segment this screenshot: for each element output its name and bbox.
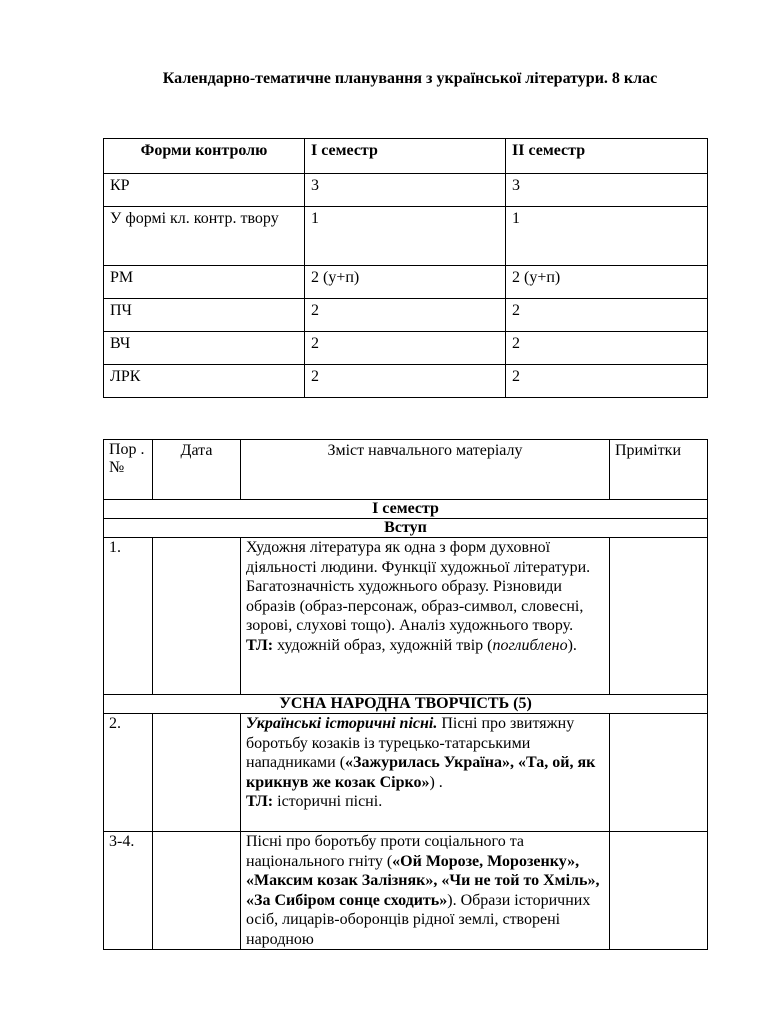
table-row bbox=[104, 538, 708, 695]
tl-italic: поглиблено bbox=[492, 636, 568, 654]
lesson-number: 1. bbox=[104, 538, 153, 695]
sem1-cell: 1 bbox=[305, 207, 506, 266]
sem1-cell: 2 bbox=[305, 365, 506, 398]
sem2-cell: 2 bbox=[506, 365, 708, 398]
content-text: Пісні про звитяжну боротьбу козаків із турецько-татарськими нападниками ( bbox=[246, 715, 575, 771]
content-text-2: ) . bbox=[429, 773, 443, 791]
form-cell: ЛРК bbox=[104, 365, 305, 398]
header-date: Дата bbox=[153, 440, 241, 500]
sem1-cell: 2 bbox=[305, 299, 506, 332]
table-row bbox=[104, 832, 708, 950]
section-row bbox=[104, 500, 708, 519]
sem2-cell: 3 bbox=[506, 174, 708, 207]
form-cell: КР bbox=[104, 174, 305, 207]
header-semester-1: І семестр bbox=[305, 139, 506, 174]
form-cell: У формі кл. контр. твору bbox=[104, 207, 305, 266]
content-text-2: ). Образи історичних осіб, лицарів-оборонців рідної землі, створені народною bbox=[246, 891, 591, 948]
table-row bbox=[104, 299, 708, 332]
lesson-notes bbox=[610, 832, 708, 950]
tl-end: ). bbox=[567, 636, 577, 654]
table-row bbox=[104, 174, 708, 207]
semester-heading: І семестр bbox=[104, 500, 708, 519]
form-cell: ВЧ bbox=[104, 332, 305, 365]
tl-label: ТЛ: bbox=[246, 793, 274, 810]
sem1-cell: 2 (у+п) bbox=[305, 266, 506, 299]
sem2-cell: 2 bbox=[506, 332, 708, 365]
lesson-date bbox=[153, 538, 241, 695]
header-semester-2: ІІ семестр bbox=[506, 139, 708, 174]
lesson-content bbox=[241, 714, 610, 832]
lesson-date bbox=[153, 832, 241, 950]
content-text: Художня література як одна з форм духовної діяльності людини. Функції художньої літератури. Багатозначність художнього образу. Різновиди образів (образ-персонаж, образ-символ, словесні, зорові, слухові тощо). Аналіз художнього твору. bbox=[246, 539, 591, 634]
lesson-notes bbox=[610, 538, 708, 695]
lesson-content bbox=[241, 832, 610, 950]
table-row bbox=[104, 207, 708, 266]
folk-section-heading: УСНА НАРОДНА ТВОРЧІСТЬ (5) bbox=[104, 695, 708, 714]
sem2-cell: 2 (у+п) bbox=[506, 266, 708, 299]
tl-text: історичні пісні. bbox=[273, 793, 383, 810]
page-title: Календарно-тематичне планування з української літератури. 8 клас bbox=[162, 70, 658, 87]
control-table-header bbox=[104, 139, 708, 174]
content-lead: Українські історичні пісні. bbox=[246, 715, 438, 732]
lesson-number: 3-4. bbox=[104, 832, 153, 950]
content-works: «Ой Морозе, Морозенку», «Максим козак Залізняк», «Чи не той то Хміль», «За Сибіром сонце сходить» bbox=[246, 852, 600, 909]
header-forms: Форми контролю bbox=[104, 139, 305, 174]
content-text: Пісні про боротьбу проти соціального та національного гніту ( bbox=[246, 833, 524, 870]
table-row bbox=[104, 332, 708, 365]
sem1-cell: 3 bbox=[305, 174, 506, 207]
control-forms-table bbox=[103, 138, 708, 398]
form-cell: РМ bbox=[104, 266, 305, 299]
lesson-plan-table bbox=[103, 439, 708, 950]
section-row bbox=[104, 695, 708, 714]
table-row bbox=[104, 714, 708, 832]
header-content: Зміст навчального матеріалу bbox=[241, 440, 610, 500]
sem2-cell: 2 bbox=[506, 299, 708, 332]
plan-table-header bbox=[104, 440, 708, 500]
sem2-cell: 1 bbox=[506, 207, 708, 266]
table-row bbox=[104, 266, 708, 299]
table-row bbox=[104, 365, 708, 398]
sem1-cell: 2 bbox=[305, 332, 506, 365]
tl-label: ТЛ: bbox=[246, 636, 274, 654]
header-notes: Примітки bbox=[610, 440, 708, 500]
tl-text: художній образ, художній твір ( bbox=[273, 636, 493, 654]
section-row bbox=[104, 519, 708, 538]
lesson-content bbox=[241, 538, 610, 695]
header-number: Пор . № bbox=[104, 440, 153, 500]
intro-heading: Вступ bbox=[104, 519, 708, 538]
content-works: «Зажурилась Україна», «Та, ой, як крикнув же козак Сірко» bbox=[246, 754, 596, 791]
lesson-number: 2. bbox=[104, 714, 153, 832]
lesson-notes bbox=[610, 714, 708, 832]
lesson-date bbox=[153, 714, 241, 832]
form-cell: ПЧ bbox=[104, 299, 305, 332]
